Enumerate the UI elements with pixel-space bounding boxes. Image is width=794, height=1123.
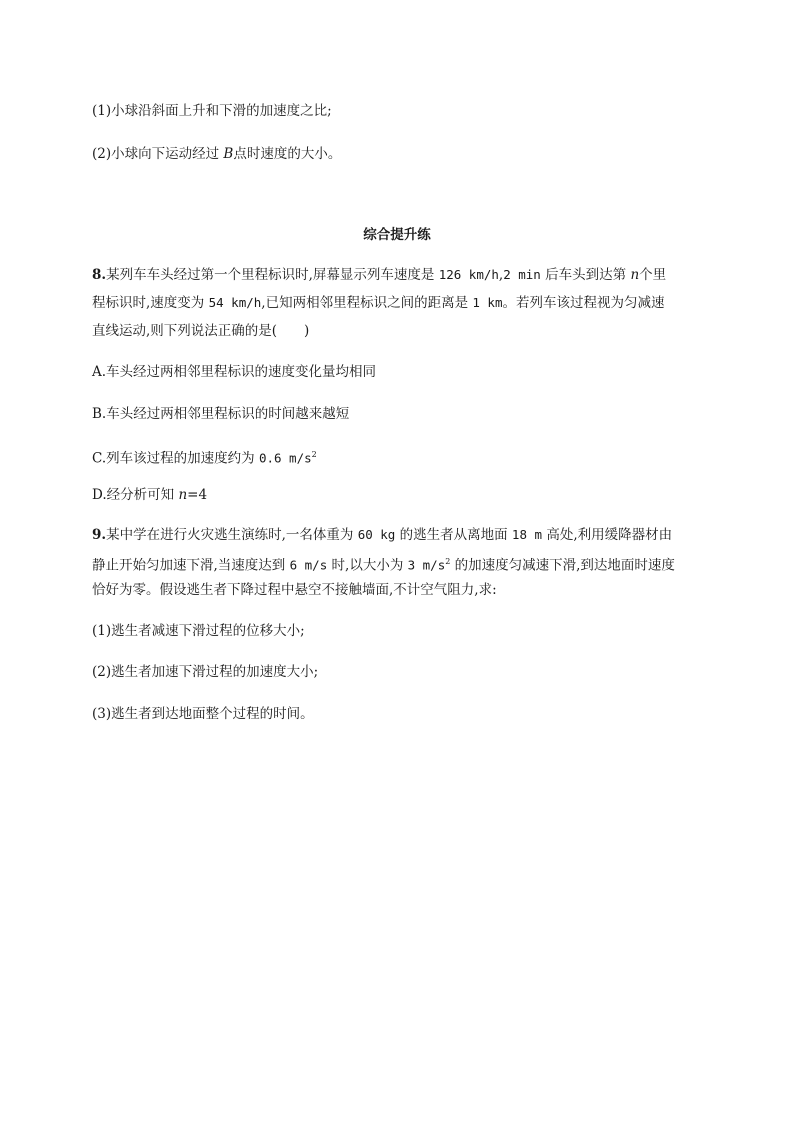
q8-option-a [92, 362, 376, 382]
q8-time: 2 min [503, 267, 541, 282]
q8-line2 [92, 293, 664, 313]
q9-number: 9. [92, 527, 107, 543]
q8-option-d-var: n [178, 487, 188, 503]
q8-option-d-text-a: D.经分析可知 [92, 487, 179, 503]
q9-line2-text-c: 的加速度匀减速下滑,到达地面时速度 [450, 557, 675, 574]
q7-part2-var: B [223, 146, 234, 162]
q8-line1-text-c: 后车头到达第 [540, 267, 631, 283]
q8-option-a-text: A.车头经过两相邻里程标识的速度变化量均相同 [92, 364, 377, 380]
q9-line2-text-b: 时,以大小为 [327, 557, 408, 574]
q9-part3-text: (3)逃生者到达地面整个过程的时间。 [92, 706, 314, 722]
q8-line1-text-a: 某列车车头经过第一个里程标识时,屏幕显示列车速度是 [106, 267, 439, 283]
q8-option-b-text: B.车头经过两相邻里程标识的时间越来越短 [92, 406, 350, 422]
q8-number: 8. [92, 267, 107, 283]
q7-part1-text: (1)小球沿斜面上升和下滑的加速度之比; [92, 103, 332, 119]
q9-part1-text: (1)逃生者减速下滑过程的位移大小; [92, 623, 305, 639]
q8-line1 [92, 265, 666, 285]
q7-part2-text-b: 点时速度的大小。 [233, 146, 342, 162]
q9-line1-text-c: 高处,利用缓降器材由 [542, 527, 673, 543]
q9-part3 [92, 704, 314, 724]
q8-speed2: 54 km/h [208, 295, 262, 310]
q8-line3 [92, 321, 309, 341]
q8-line1-text-b: , [498, 267, 504, 283]
q8-line1-text-d: 个里 [639, 267, 667, 283]
q9-acceleration-exponent: 2 [445, 557, 451, 566]
q8-option-d-text-b: =4 [187, 487, 208, 503]
q9-part1 [92, 621, 305, 641]
q8-option-c-value: 0.6 m/s [258, 450, 312, 466]
q9-line2-text-a: 静止开始匀加速下滑,当速度达到 [92, 557, 290, 574]
q8-line3-text: 直线运动,则下列说法正确的是( ) [92, 323, 310, 339]
q9-line3-text: 恰好为零。假设逃生者下降过程中悬空不接触墙面,不计空气阻力,求: [92, 582, 497, 598]
q8-option-c [92, 445, 317, 469]
q9-line1 [92, 525, 672, 545]
q8-option-c-text: C.列车该过程的加速度约为 [92, 450, 259, 467]
q9-acceleration: 3 m/s [407, 557, 446, 573]
q8-option-d [92, 485, 207, 505]
q9-part2-text: (2)逃生者加速下滑过程的加速度大小; [92, 664, 319, 680]
q8-distance: 1 km [472, 295, 503, 310]
q9-mass: 60 kg [357, 527, 396, 542]
q7-part2 [92, 144, 341, 164]
q8-option-c-exponent: 2 [311, 450, 317, 459]
q9-part2 [92, 662, 318, 682]
q8-line2-text-a: 程标识时,速度变为 [92, 295, 209, 311]
q8-line2-text-c: 。若列车该过程视为匀减速 [502, 295, 665, 311]
q8-speed1: 126 km/h [438, 267, 499, 282]
q9-line1-text-a: 某中学在进行火灾逃生演练时,一名体重为 [106, 527, 358, 543]
q7-part2-text-a: (2)小球向下运动经过 [92, 146, 224, 162]
q7-part1 [92, 101, 332, 121]
q9-line2 [92, 552, 675, 576]
section-title: 综合提升练 [363, 227, 431, 243]
q8-var-n: n [630, 267, 640, 283]
q8-option-b [92, 404, 349, 424]
q9-line1-text-b: 的逃生者从离地面 [395, 527, 512, 543]
q9-speed: 6 m/s [289, 557, 328, 573]
q9-height: 18 m [511, 527, 543, 542]
q8-line2-text-b: ,已知两相邻里程标识之间的距离是 [261, 295, 473, 311]
q9-line3 [92, 580, 497, 600]
